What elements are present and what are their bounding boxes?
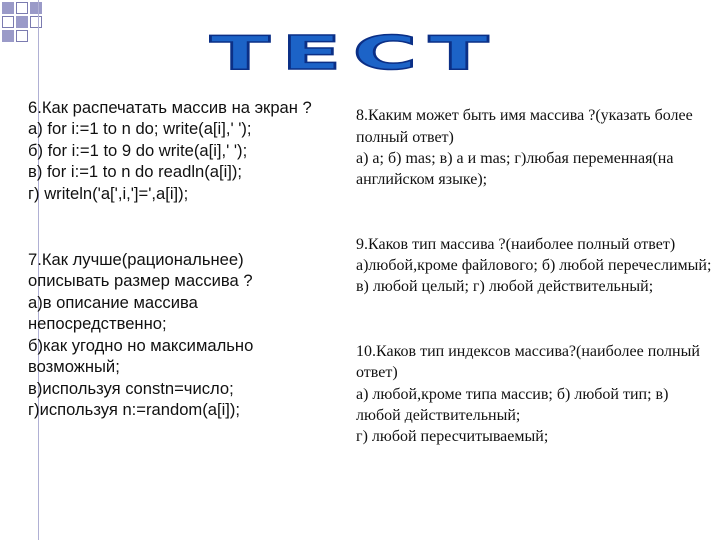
deco-square: [16, 30, 28, 42]
right-column: [356, 84, 714, 469]
deco-square: [30, 2, 42, 14]
deco-square: [16, 2, 28, 14]
deco-square: [2, 2, 14, 14]
title-text: ТЕСТ: [210, 30, 500, 74]
question-6: 6.Как распечатать массив на экран ? а) for i:=1 to n do; write(a[i],' '); б) for i:=1 to 9 do write(a[i],' '); в) for i:=1 to n do readln(a[i]); г) writeln('a[',i,']=',a[i]);: [28, 97, 312, 203]
deco-square: [2, 30, 14, 42]
deco-square: [2, 16, 14, 28]
question-9: 9.Каков тип массива ?(наиболее полный ответ) а)любой,кроме файлового; б) любой перечеслимый; в) любой целый; г) любой действительный;: [356, 235, 712, 296]
question-7: 7.Как лучше(рациональнее) описывать размер массива ? а)в описание массива непосредственно; б)как угодно но максимально возможный; в)используя constn=число; г)используя n:=random(a[i]);: [28, 249, 254, 419]
page-title: [205, 30, 505, 74]
question-10: 10.Каков тип индексов массива?(наиболее полный ответ) а) любой,кроме типа массив; б) любой тип; в) любой действительный; г) любой пересчитываемый;: [356, 342, 700, 446]
deco-square: [16, 16, 28, 28]
left-column: [28, 75, 328, 442]
deco-square: [30, 16, 42, 28]
question-8: 8.Каким может быть имя массива ?(указать более полный ответ) а) a; б) mas; в) a и mas; г)любая переменная(на английском языке);: [356, 107, 693, 189]
